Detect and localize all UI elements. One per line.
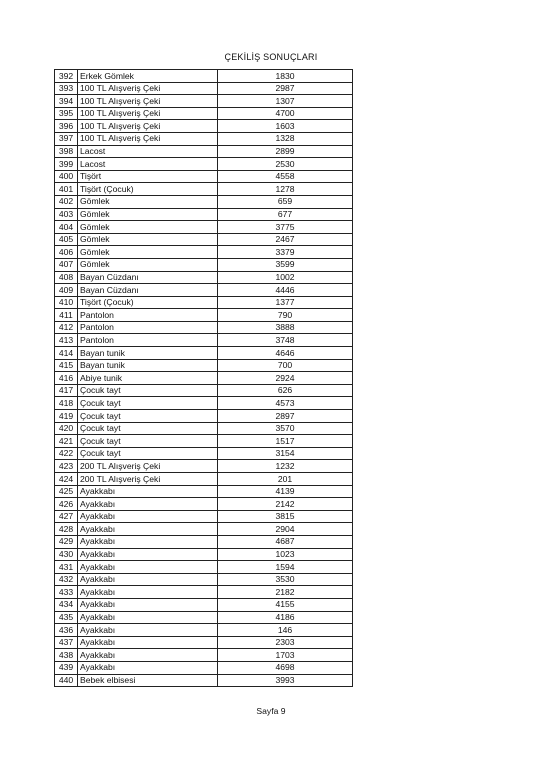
ticket-number-cell: 677 xyxy=(218,208,353,221)
prize-cell: 100 TL Alışveriş Çeki xyxy=(78,95,218,108)
page-title: ÇEKİLİŞ SONUÇLARI xyxy=(224,52,318,62)
ticket-number-cell: 2530 xyxy=(218,158,353,171)
row-number-cell: 405 xyxy=(55,233,78,246)
table-row xyxy=(55,95,353,108)
ticket-number-cell: 1517 xyxy=(218,435,353,448)
table-row xyxy=(55,70,353,83)
prize-cell: Bayan Cüzdanı xyxy=(78,284,218,297)
table-row xyxy=(55,611,353,624)
results-table xyxy=(54,69,353,687)
ticket-number-cell: 146 xyxy=(218,624,353,637)
row-number-cell: 432 xyxy=(55,573,78,586)
row-number-cell: 438 xyxy=(55,649,78,662)
prize-cell: Ayakkabı xyxy=(78,611,218,624)
prize-cell: Pantolon xyxy=(78,321,218,334)
table-row xyxy=(55,586,353,599)
prize-cell: 100 TL Alışveriş Çeki xyxy=(78,107,218,120)
ticket-number-cell: 1232 xyxy=(218,460,353,473)
prize-cell: Lacost xyxy=(78,145,218,158)
row-number-cell: 434 xyxy=(55,598,78,611)
row-number-cell: 398 xyxy=(55,145,78,158)
row-number-cell: 416 xyxy=(55,372,78,385)
prize-cell: Ayakkabı xyxy=(78,498,218,511)
prize-cell: Tişört (Çocuk) xyxy=(78,183,218,196)
row-number-cell: 400 xyxy=(55,170,78,183)
ticket-number-cell: 1703 xyxy=(218,649,353,662)
table-row xyxy=(55,422,353,435)
prize-cell: Çocuk tayt xyxy=(78,397,218,410)
prize-cell: 100 TL Alışveriş Çeki xyxy=(78,132,218,145)
prize-cell: Çocuk tayt xyxy=(78,384,218,397)
prize-cell: Ayakkabı xyxy=(78,510,218,523)
table-row xyxy=(55,309,353,322)
row-number-cell: 410 xyxy=(55,296,78,309)
row-number-cell: 411 xyxy=(55,309,78,322)
table-row xyxy=(55,170,353,183)
row-number-cell: 409 xyxy=(55,284,78,297)
table-row xyxy=(55,661,353,674)
ticket-number-cell: 3379 xyxy=(218,246,353,259)
row-number-cell: 433 xyxy=(55,586,78,599)
table-row xyxy=(55,284,353,297)
prize-cell: Çocuk tayt xyxy=(78,410,218,423)
table-row xyxy=(55,485,353,498)
row-number-cell: 403 xyxy=(55,208,78,221)
prize-cell: 200 TL Alışveriş Çeki xyxy=(78,460,218,473)
ticket-number-cell: 4139 xyxy=(218,485,353,498)
ticket-number-cell: 1278 xyxy=(218,183,353,196)
row-number-cell: 430 xyxy=(55,548,78,561)
prize-cell: Gömlek xyxy=(78,208,218,221)
ticket-number-cell: 2924 xyxy=(218,372,353,385)
prize-cell: Gömlek xyxy=(78,246,218,259)
row-number-cell: 395 xyxy=(55,107,78,120)
table-row xyxy=(55,410,353,423)
table-row xyxy=(55,221,353,234)
ticket-number-cell: 4700 xyxy=(218,107,353,120)
ticket-number-cell: 2987 xyxy=(218,82,353,95)
table-row xyxy=(55,107,353,120)
page-number: Sayfa 9 xyxy=(256,706,286,716)
table-row xyxy=(55,561,353,574)
row-number-cell: 402 xyxy=(55,195,78,208)
table-row xyxy=(55,598,353,611)
prize-cell: Ayakkabı xyxy=(78,573,218,586)
prize-cell: 100 TL Alışveriş Çeki xyxy=(78,120,218,133)
prize-cell: Ayakkabı xyxy=(78,586,218,599)
ticket-number-cell: 790 xyxy=(218,309,353,322)
row-number-cell: 412 xyxy=(55,321,78,334)
prize-cell: Ayakkabı xyxy=(78,598,218,611)
table-row xyxy=(55,321,353,334)
ticket-number-cell: 3154 xyxy=(218,447,353,460)
table-row xyxy=(55,271,353,284)
row-number-cell: 420 xyxy=(55,422,78,435)
ticket-number-cell: 4155 xyxy=(218,598,353,611)
ticket-number-cell: 626 xyxy=(218,384,353,397)
prize-cell: 100 TL Alışveriş Çeki xyxy=(78,82,218,95)
row-number-cell: 437 xyxy=(55,636,78,649)
ticket-number-cell: 2303 xyxy=(218,636,353,649)
row-number-cell: 404 xyxy=(55,221,78,234)
row-number-cell: 429 xyxy=(55,535,78,548)
table-row xyxy=(55,498,353,511)
row-number-cell: 426 xyxy=(55,498,78,511)
prize-cell: Bayan tunik xyxy=(78,347,218,360)
row-number-cell: 422 xyxy=(55,447,78,460)
prize-cell: Çocuk tayt xyxy=(78,447,218,460)
table-row xyxy=(55,460,353,473)
prize-cell: Ayakkabı xyxy=(78,535,218,548)
ticket-number-cell: 1603 xyxy=(218,120,353,133)
ticket-number-cell: 3530 xyxy=(218,573,353,586)
prize-cell: Ayakkabı xyxy=(78,485,218,498)
ticket-number-cell: 1328 xyxy=(218,132,353,145)
table-row xyxy=(55,548,353,561)
table-row xyxy=(55,82,353,95)
ticket-number-cell: 2467 xyxy=(218,233,353,246)
ticket-number-cell: 1594 xyxy=(218,561,353,574)
prize-cell: Pantolon xyxy=(78,309,218,322)
prize-cell: Pantolon xyxy=(78,334,218,347)
ticket-number-cell: 2904 xyxy=(218,523,353,536)
ticket-number-cell: 1023 xyxy=(218,548,353,561)
row-number-cell: 427 xyxy=(55,510,78,523)
ticket-number-cell: 1830 xyxy=(218,70,353,83)
table-row xyxy=(55,258,353,271)
ticket-number-cell: 2897 xyxy=(218,410,353,423)
prize-cell: Gömlek xyxy=(78,233,218,246)
row-number-cell: 406 xyxy=(55,246,78,259)
table-row xyxy=(55,473,353,486)
table-row xyxy=(55,435,353,448)
prize-cell: Erkek Gömlek xyxy=(78,70,218,83)
row-number-cell: 401 xyxy=(55,183,78,196)
table-row xyxy=(55,183,353,196)
ticket-number-cell: 4573 xyxy=(218,397,353,410)
prize-cell: Çocuk tayt xyxy=(78,435,218,448)
prize-cell: Bebek elbisesi xyxy=(78,674,218,687)
row-number-cell: 435 xyxy=(55,611,78,624)
row-number-cell: 419 xyxy=(55,410,78,423)
ticket-number-cell: 4687 xyxy=(218,535,353,548)
row-number-cell: 397 xyxy=(55,132,78,145)
table-row xyxy=(55,397,353,410)
row-number-cell: 408 xyxy=(55,271,78,284)
row-number-cell: 396 xyxy=(55,120,78,133)
row-number-cell: 407 xyxy=(55,258,78,271)
ticket-number-cell: 4446 xyxy=(218,284,353,297)
ticket-number-cell: 4698 xyxy=(218,661,353,674)
prize-cell: Tişört (Çocuk) xyxy=(78,296,218,309)
row-number-cell: 439 xyxy=(55,661,78,674)
prize-cell: Ayakkabı xyxy=(78,624,218,637)
table-row xyxy=(55,636,353,649)
row-number-cell: 413 xyxy=(55,334,78,347)
row-number-cell: 428 xyxy=(55,523,78,536)
table-row xyxy=(55,624,353,637)
row-number-cell: 440 xyxy=(55,674,78,687)
row-number-cell: 417 xyxy=(55,384,78,397)
table-row xyxy=(55,120,353,133)
table-row xyxy=(55,334,353,347)
table-row xyxy=(55,447,353,460)
prize-cell: Ayakkabı xyxy=(78,548,218,561)
ticket-number-cell: 1377 xyxy=(218,296,353,309)
row-number-cell: 436 xyxy=(55,624,78,637)
row-number-cell: 392 xyxy=(55,70,78,83)
prize-cell: Gömlek xyxy=(78,195,218,208)
table-row xyxy=(55,132,353,145)
table-row xyxy=(55,195,353,208)
ticket-number-cell: 2899 xyxy=(218,145,353,158)
prize-cell: Ayakkabı xyxy=(78,561,218,574)
row-number-cell: 424 xyxy=(55,473,78,486)
prize-cell: 200 TL Alışveriş Çeki xyxy=(78,473,218,486)
prize-cell: Lacost xyxy=(78,158,218,171)
table-row xyxy=(55,510,353,523)
prize-cell: Bayan tunik xyxy=(78,359,218,372)
ticket-number-cell: 1307 xyxy=(218,95,353,108)
ticket-number-cell: 3815 xyxy=(218,510,353,523)
table-row xyxy=(55,649,353,662)
prize-cell: Çocuk tayt xyxy=(78,422,218,435)
prize-cell: Ayakkabı xyxy=(78,661,218,674)
ticket-number-cell: 3570 xyxy=(218,422,353,435)
table-row xyxy=(55,145,353,158)
table-row xyxy=(55,573,353,586)
row-number-cell: 393 xyxy=(55,82,78,95)
ticket-number-cell: 659 xyxy=(218,195,353,208)
table-row xyxy=(55,674,353,687)
prize-cell: Tişört xyxy=(78,170,218,183)
ticket-number-cell: 3748 xyxy=(218,334,353,347)
prize-cell: Bayan Cüzdanı xyxy=(78,271,218,284)
row-number-cell: 425 xyxy=(55,485,78,498)
table-row xyxy=(55,359,353,372)
table-row xyxy=(55,372,353,385)
table-row xyxy=(55,246,353,259)
prize-cell: Gömlek xyxy=(78,258,218,271)
ticket-number-cell: 1002 xyxy=(218,271,353,284)
table-row xyxy=(55,384,353,397)
table-row xyxy=(55,158,353,171)
ticket-number-cell: 4558 xyxy=(218,170,353,183)
ticket-number-cell: 3993 xyxy=(218,674,353,687)
ticket-number-cell: 201 xyxy=(218,473,353,486)
ticket-number-cell: 4646 xyxy=(218,347,353,360)
table-row xyxy=(55,296,353,309)
table-row xyxy=(55,208,353,221)
ticket-number-cell: 3599 xyxy=(218,258,353,271)
row-number-cell: 421 xyxy=(55,435,78,448)
ticket-number-cell: 3888 xyxy=(218,321,353,334)
ticket-number-cell: 2182 xyxy=(218,586,353,599)
table-row xyxy=(55,347,353,360)
row-number-cell: 431 xyxy=(55,561,78,574)
results-table-body xyxy=(55,70,353,687)
prize-cell: Abiye tunik xyxy=(78,372,218,385)
ticket-number-cell: 700 xyxy=(218,359,353,372)
table-row xyxy=(55,233,353,246)
table-row xyxy=(55,535,353,548)
row-number-cell: 399 xyxy=(55,158,78,171)
prize-cell: Ayakkabı xyxy=(78,636,218,649)
row-number-cell: 414 xyxy=(55,347,78,360)
prize-cell: Ayakkabı xyxy=(78,523,218,536)
prize-cell: Ayakkabı xyxy=(78,649,218,662)
table-row xyxy=(55,523,353,536)
ticket-number-cell: 4186 xyxy=(218,611,353,624)
row-number-cell: 394 xyxy=(55,95,78,108)
ticket-number-cell: 3775 xyxy=(218,221,353,234)
row-number-cell: 415 xyxy=(55,359,78,372)
ticket-number-cell: 2142 xyxy=(218,498,353,511)
row-number-cell: 418 xyxy=(55,397,78,410)
prize-cell: Gömlek xyxy=(78,221,218,234)
row-number-cell: 423 xyxy=(55,460,78,473)
